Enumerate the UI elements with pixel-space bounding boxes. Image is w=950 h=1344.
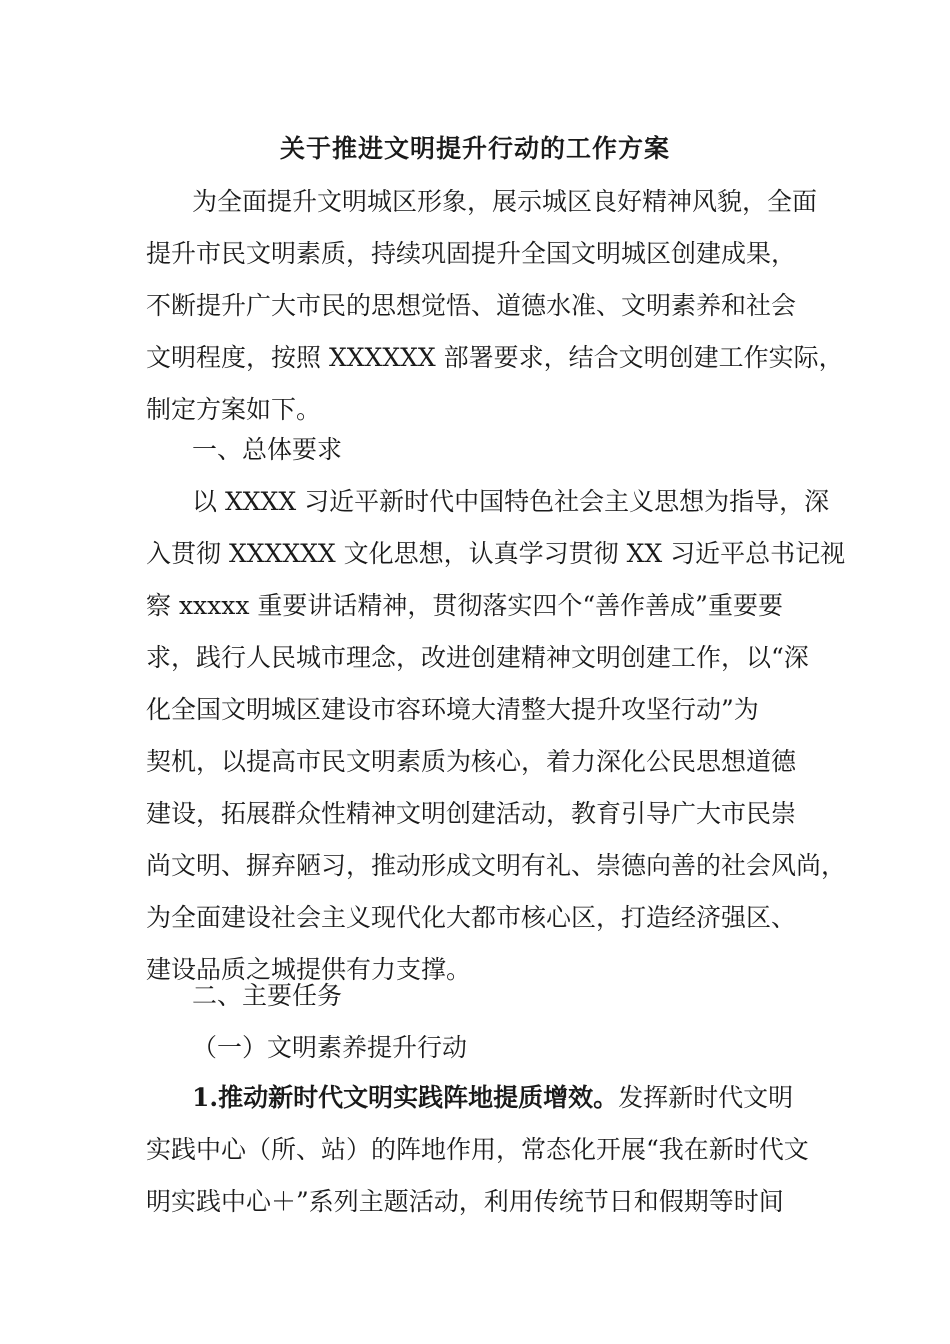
paragraph-line: 建设品质之城提供有力支撑。 (146, 955, 472, 984)
section-heading: 二、主要任务 (192, 981, 343, 1010)
paragraph-line: 制定方案如下。 (146, 395, 322, 424)
paragraph-line: 为全面建设社会主义现代化大都市核心区，打造经济强区、 (146, 903, 797, 932)
paragraph-line: 不断提升广大市民的思想觉悟、道德水准、文明素养和社会 (146, 291, 797, 320)
paragraph-line: 化全国文明城区建设市容环境大清整大提升攻坚行动”为 (146, 695, 759, 724)
paragraph-line: 为全面提升文明城区形象，展示城区良好精神风貌，全面 (192, 187, 818, 216)
subsection-heading: （一）文明素养提升行动 (192, 1033, 468, 1062)
paragraph-line: 建设，拓展群众性精神文明创建活动，教育引导广大市民崇 (146, 799, 797, 828)
paragraph-line: 以 XXXX 习近平新时代中国特色社会主义思想为指导，深 (192, 487, 830, 516)
paragraph-line: 明实践中心＋”系列主题活动，利用传统节日和假期等时间 (146, 1187, 784, 1216)
document-title: 关于推进文明提升行动的工作方案 (279, 134, 670, 163)
paragraph-line: 契机，以提高市民文明素质为核心，着力深化公民思想道德 (146, 747, 797, 776)
paragraph-line: 入贯彻 XXXXXX 文化思想，认真学习贯彻 XX 习近平总书记视 (146, 539, 846, 568)
paragraph-line: 实践中心（所、站）的阵地作用，常态化开展“我在新时代文 (146, 1135, 809, 1164)
paragraph-line: 提升市民文明素质，持续巩固提升全国文明城区创建成果， (146, 239, 797, 268)
paragraph-line: 求，践行人民城市理念，改进创建精神文明创建工作，以“深 (146, 643, 809, 672)
section-heading: 一、总体要求 (192, 435, 343, 464)
paragraph-line: 尚文明、摒弃陋习，推动形成文明有礼、崇德向善的社会风尚， (146, 851, 847, 880)
paragraph-line: 文明程度，按照 XXXXXX 部署要求，结合文明创建工作实际， (146, 343, 844, 372)
item-heading: 1.推动新时代文明实践阵地提质增效。 (192, 1083, 619, 1112)
paragraph-line (192, 1080, 793, 1116)
paragraph-line: 察 xxxxx 重要讲话精神，贯彻落实四个“善作善成”重要要 (146, 591, 783, 620)
item-text: 发挥新时代文明 (618, 1083, 794, 1112)
